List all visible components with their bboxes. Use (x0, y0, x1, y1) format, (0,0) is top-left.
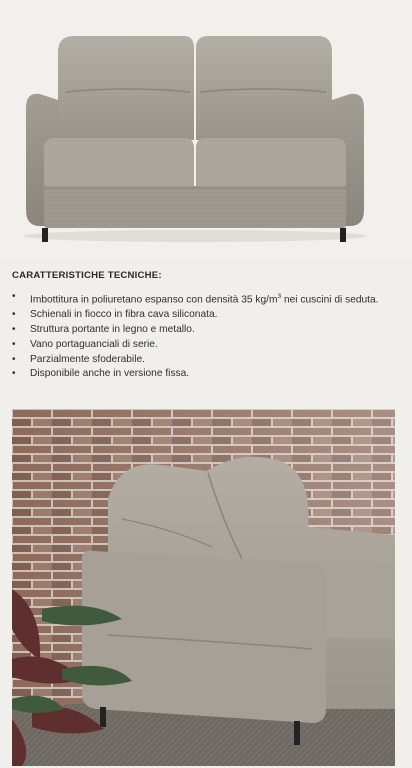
spec-item-superscript: 3 (277, 293, 282, 300)
product-hero-image (0, 0, 412, 258)
spec-item: • Parzialmente sfoderabile. (12, 353, 404, 368)
spec-item: • Struttura portante in legno e metallo. (12, 323, 404, 338)
lifestyle-photo (12, 409, 395, 766)
spec-item (12, 290, 404, 308)
specs-title: CARATTERISTICHE TECNICHE: (12, 270, 162, 281)
spec-item: • Disponibile anche in versione fissa. (12, 367, 404, 382)
sofa-room-illustration (12, 409, 395, 766)
specs-list (12, 290, 404, 382)
spec-item: • Schienali in fiocco in fibra cava siliconata. (12, 308, 404, 323)
technical-specs (12, 270, 404, 382)
spec-item-text: Imbottitura in poliuretano espanso con densità 35 kg/m (30, 294, 278, 306)
sofa-front-illustration (0, 0, 412, 258)
spec-item: • Vano portaguanciali di serie. (12, 338, 404, 353)
spec-item-tail: nei cuscini di seduta. (281, 294, 379, 306)
